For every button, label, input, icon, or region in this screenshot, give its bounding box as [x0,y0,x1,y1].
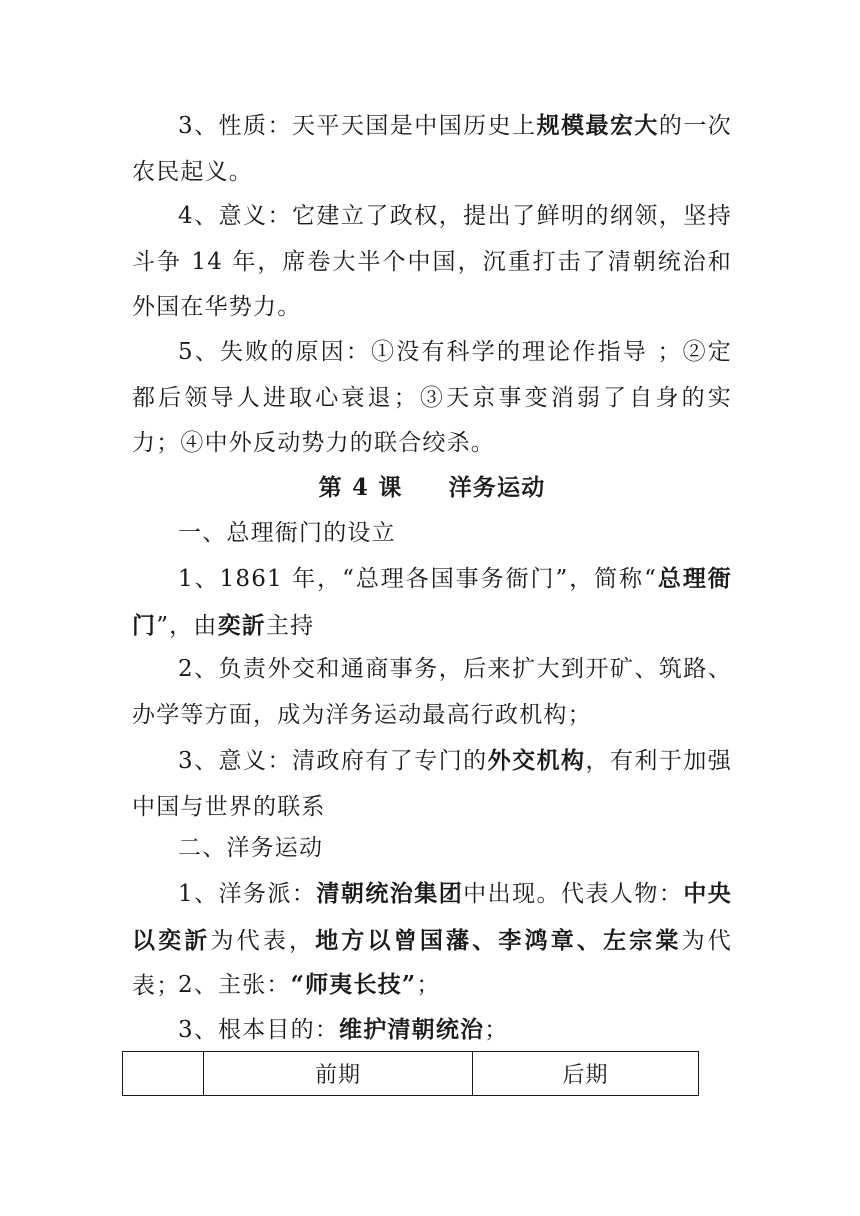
text-segment: 3、意义：清政府有了专门的 [178,748,488,774]
bold-text: 外交机构 [487,747,586,774]
text-segment: 5、失败的原因：①没有科学的理论作指导 ；②定都后领导人进取心衰退；③天京事变消弱了自身的实力；④中外反动势力的联合绞杀。 [132,339,732,456]
text-segment: 为代表， [210,927,316,954]
paragraph-nature [132,103,732,195]
text-segment: 为代表； [132,927,732,999]
lesson-title [132,465,732,511]
bold-text: 维护清朝统治 [339,1016,485,1043]
lesson-name: 洋务运动 [448,474,546,501]
text-segment: 的一次农民起义。 [132,113,732,185]
paragraph-yamen-significance [132,738,732,830]
table-header-row [123,1052,699,1096]
text-segment: 中出现。代表人物： [463,881,684,907]
table-header-late: 后期 [473,1052,699,1096]
text-segment: 一、总理衙门的设立 [178,520,396,546]
paragraph-yamen-duties [132,647,732,738]
text-segment: 1、1861 年，“总理各国事务衙门”，简称“ [178,566,658,592]
comparison-table [122,1051,699,1096]
text-segment: 2、负责外交和通商事务，后来扩大到开矿、筑路、办学等方面，成为洋务运动最高行政机构； [132,656,732,728]
paragraph-failure-reasons [132,330,732,467]
text-segment: ； [416,972,441,998]
lesson-number: 第 4 课 [318,474,403,501]
table-header-blank [123,1052,204,1096]
bold-text: “师夷长技” [290,971,417,998]
text-segment: 4、意义：它建立了政权，提出了鲜明的纲领，坚持斗争 14 年，席卷大半个中国，沉重打击了清朝统治和外国在华势力。 [132,203,732,320]
paragraph-fundamental-goal [132,1007,732,1054]
text-segment: 3、性质：天平天国是中国历史上 [178,113,537,139]
text-segment: 3、根本目的： [178,1017,340,1043]
bold-text: 中央以奕訢 [132,880,732,954]
paragraph-significance [132,194,732,331]
text-segment: ； [484,1017,509,1043]
text-segment: ，有利于加强中国与世界的联系 [132,748,733,820]
text-segment: 1、洋务派： [178,881,317,907]
paragraph-proposition [132,962,732,1009]
paragraph-yamen-founding [132,556,732,649]
section-heading-zongli-yamen [132,511,732,557]
bold-text: 地方以曾国藩、李鸿章、左宗棠 [315,926,682,954]
table-header-early: 前期 [204,1052,473,1096]
text-segment: 2、主张： [178,972,291,998]
bold-text: 规模最宏大 [536,112,659,139]
section-heading-westernization [132,826,732,872]
text-segment: 主持 [265,612,315,639]
text-segment: 二、洋务运动 [178,835,324,861]
bold-text: 清朝统治集团 [316,880,464,907]
bold-text: 总理衙门 [132,565,732,639]
text-segment: ”，由 [156,612,218,639]
bold-text: 奕訢 [217,611,266,639]
